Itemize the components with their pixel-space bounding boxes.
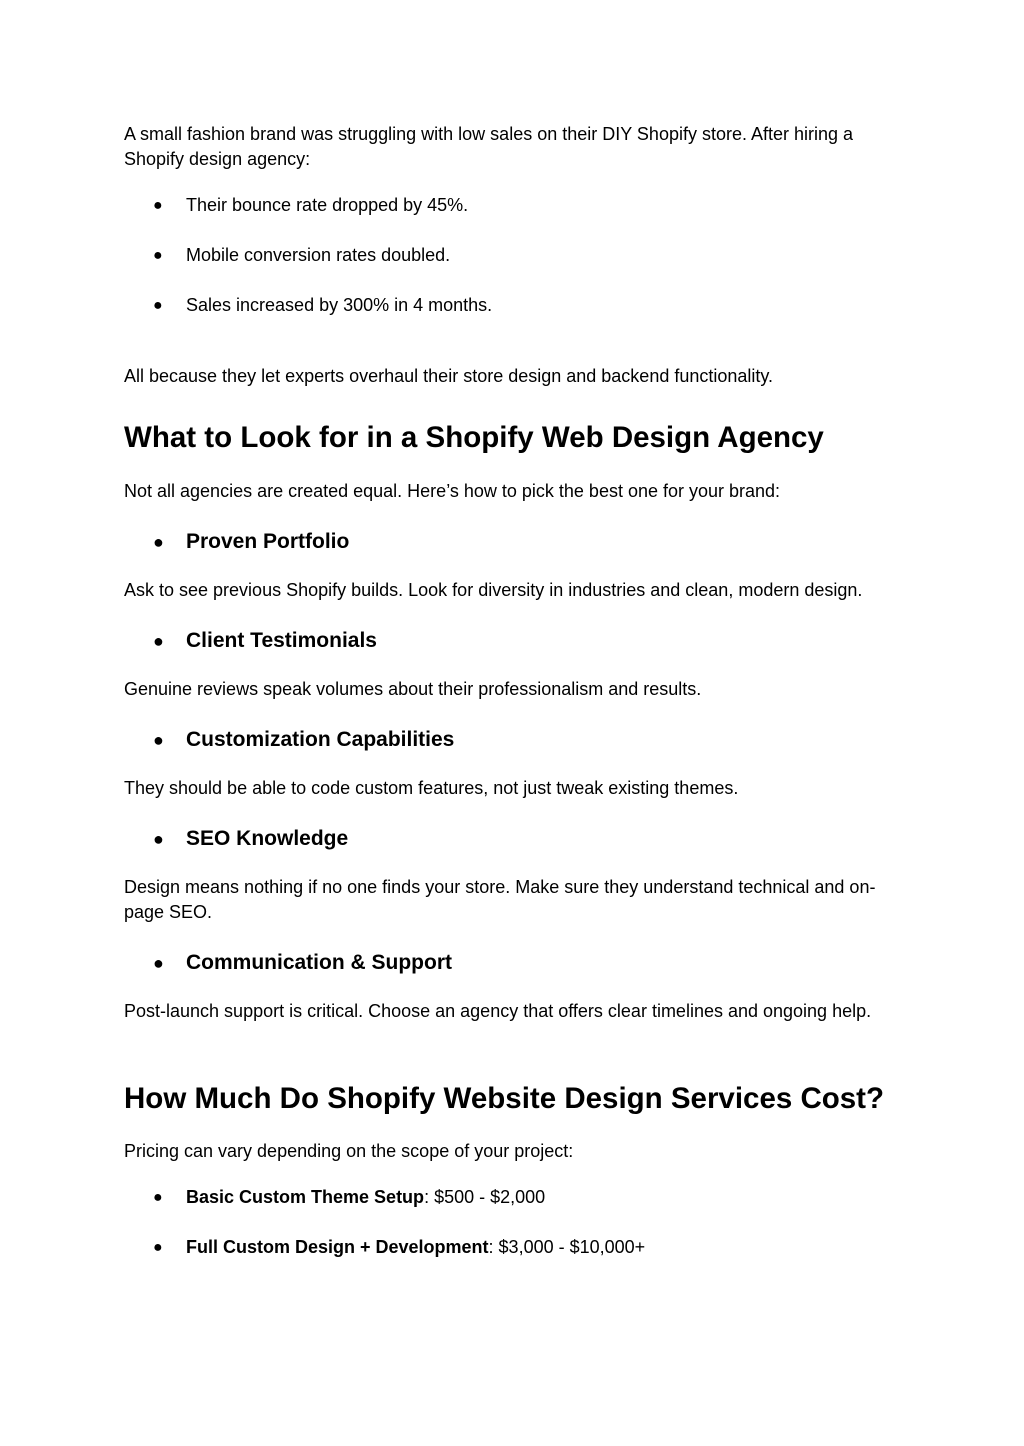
bullet-icon: ● bbox=[153, 532, 164, 552]
criterion-body: Genuine reviews speak volumes about their professionalism and results. bbox=[124, 679, 702, 699]
criterion-title: Customization Capabilities bbox=[186, 728, 455, 751]
criterion-heading bbox=[153, 528, 349, 556]
criterion-body: Design means nothing if no one finds your store. Make sure they understand technical and on-page SEO. bbox=[124, 877, 876, 922]
pricing-item bbox=[153, 1235, 645, 1260]
criterion-body: They should be able to code custom features, not just tweak existing themes. bbox=[124, 778, 739, 798]
criterion-heading bbox=[153, 726, 454, 754]
bullet-icon: ● bbox=[153, 247, 163, 264]
criterion-heading bbox=[153, 825, 348, 853]
criterion-body: Post-launch support is critical. Choose an agency that offers clear timelines and ongoing help. bbox=[124, 1001, 872, 1021]
pricing-value: : $500 - $2,000 bbox=[424, 1187, 546, 1207]
list-item bbox=[153, 243, 450, 268]
list-item-text: Mobile conversion rates doubled. bbox=[186, 245, 451, 265]
bullet-icon: ● bbox=[153, 1189, 163, 1206]
results-summary: All because they let experts overhaul their store design and backend functionality. bbox=[124, 366, 774, 386]
bullet-icon: ● bbox=[153, 197, 163, 214]
criterion-title: SEO Knowledge bbox=[186, 827, 349, 850]
list-item bbox=[153, 293, 492, 318]
bullet-icon: ● bbox=[153, 631, 164, 651]
criterion-title: Proven Portfolio bbox=[186, 530, 350, 553]
list-item-text: Sales increased by 300% in 4 months. bbox=[186, 295, 493, 315]
section-intro: Not all agencies are created equal. Here’s how to pick the best one for your brand: bbox=[124, 481, 781, 501]
criterion-body: Ask to see previous Shopify builds. Look for diversity in industries and clean, modern design. bbox=[124, 580, 863, 600]
bullet-icon: ● bbox=[153, 297, 163, 314]
section-heading: How Much Do Shopify Website Design Services Cost? bbox=[124, 1082, 885, 1115]
section-intro: Pricing can vary depending on the scope of your project: bbox=[124, 1141, 574, 1161]
criterion-title: Client Testimonials bbox=[186, 629, 377, 652]
list-item bbox=[153, 193, 468, 218]
bullet-icon: ● bbox=[153, 730, 164, 750]
list-item-text: Their bounce rate dropped by 45%. bbox=[186, 195, 469, 215]
pricing-value: : $3,000 - $10,000+ bbox=[488, 1237, 646, 1257]
intro-paragraph: A small fashion brand was struggling with low sales on their DIY Shopify store. After hiring a Shopify design agency: bbox=[124, 124, 854, 169]
section-heading: What to Look for in a Shopify Web Design Agency bbox=[124, 421, 824, 454]
criterion-title: Communication & Support bbox=[186, 951, 452, 974]
pricing-label: Full Custom Design + Development bbox=[186, 1237, 489, 1257]
bullet-icon: ● bbox=[153, 1239, 163, 1256]
criterion-heading bbox=[153, 949, 452, 977]
bullet-icon: ● bbox=[153, 953, 164, 973]
bullet-icon: ● bbox=[153, 829, 164, 849]
pricing-label: Basic Custom Theme Setup bbox=[186, 1187, 425, 1207]
pricing-item bbox=[153, 1185, 545, 1210]
criterion-heading bbox=[153, 627, 377, 655]
